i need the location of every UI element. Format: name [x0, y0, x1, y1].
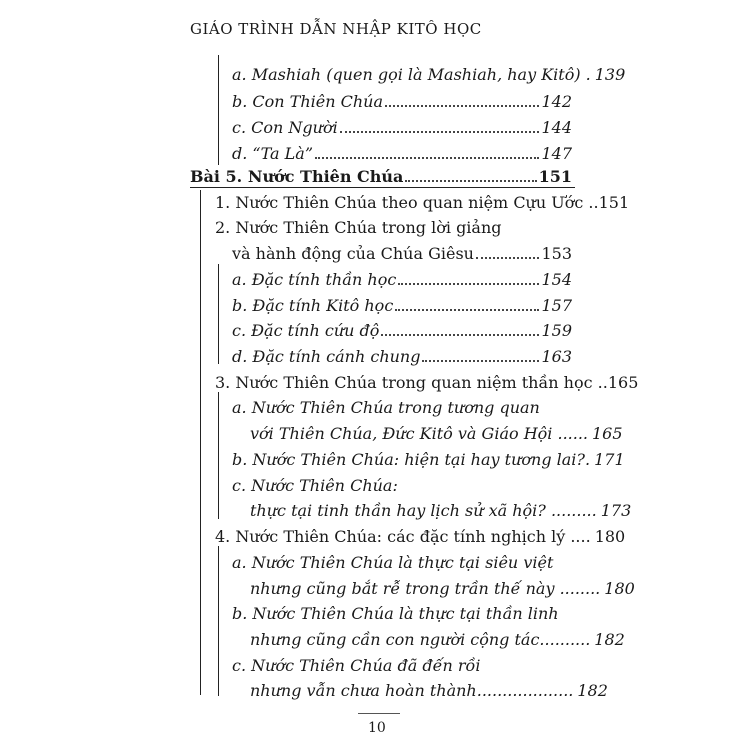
toc-rule-inner-b4 [218, 546, 219, 696]
toc-rule-inner-top [218, 55, 219, 165]
toc-entry: d. Đặc tính cánh chung 163 [232, 347, 572, 366]
toc-entry: thực tại tinh thần hay lịch sử xã hội? ......... 173 [250, 501, 632, 520]
toc-entry: c. Đặc tính cứu độ 159 [232, 321, 572, 340]
toc-entry: 3. Nước Thiên Chúa trong quan niệm thần học .. 165 [215, 373, 639, 392]
toc-entry: b. Con Thiên Chúa 142 [232, 92, 572, 111]
toc-entry: b. Nước Thiên Chúa là thực tại thần linh [232, 604, 559, 623]
toc-entry: d. “Ta Là” 147 [232, 144, 572, 163]
toc-rule-inner-b1 [218, 264, 219, 364]
toc-entry: nhưng cũng cần con người cộng tác.......... 182 [250, 630, 625, 649]
toc-entry: a. Nước Thiên Chúa trong tương quan [232, 398, 540, 417]
toc-entry: a. Nước Thiên Chúa là thực tại siêu việt [232, 553, 554, 572]
toc-entry: với Thiên Chúa, Đức Kitô và Giáo Hội ...... 165 [250, 424, 623, 443]
toc-rule-inner-b3 [218, 392, 219, 519]
toc-rule-outer [200, 190, 201, 695]
toc-entry: b. Nước Thiên Chúa: hiện tại hay tương lai?. 171 [232, 450, 625, 469]
running-header: GIÁO TRÌNH DẪN NHẬP KITÔ HỌC [190, 20, 482, 38]
toc-entry: c. Con Người 144 [232, 118, 572, 137]
toc-entry: b. Đặc tính Kitô học 157 [232, 296, 572, 315]
toc-entry: a. Mashiah (quen gọi là Mashiah, hay Kitô) . 139 [232, 65, 626, 84]
toc-entry: nhưng cũng bắt rễ trong trần thế này ........ 180 [250, 579, 635, 598]
page-number: 10 [368, 720, 386, 736]
toc-chapter-entry: Bài 5. Nước Thiên Chúa 151 [190, 167, 572, 186]
toc-entry: 4. Nước Thiên Chúa: các đặc tính nghịch lý .... 180 [215, 527, 626, 546]
toc-entry: 2. Nước Thiên Chúa trong lời giảng [215, 218, 502, 237]
footer-rule [358, 713, 400, 714]
toc-entry: c. Nước Thiên Chúa đã đến rồi [232, 656, 481, 675]
toc-rule-bold-divider [190, 187, 575, 188]
toc-entry: và hành động của Chúa Giêsu 153 [232, 244, 572, 263]
toc-entry: a. Đặc tính thần học 154 [232, 270, 572, 289]
toc-entry: c. Nước Thiên Chúa: [232, 476, 398, 495]
toc-entry: 1. Nước Thiên Chúa theo quan niệm Cựu Ước .. 151 [215, 193, 630, 212]
toc-entry: nhưng vẫn chưa hoàn thành................... 182 [250, 681, 608, 700]
